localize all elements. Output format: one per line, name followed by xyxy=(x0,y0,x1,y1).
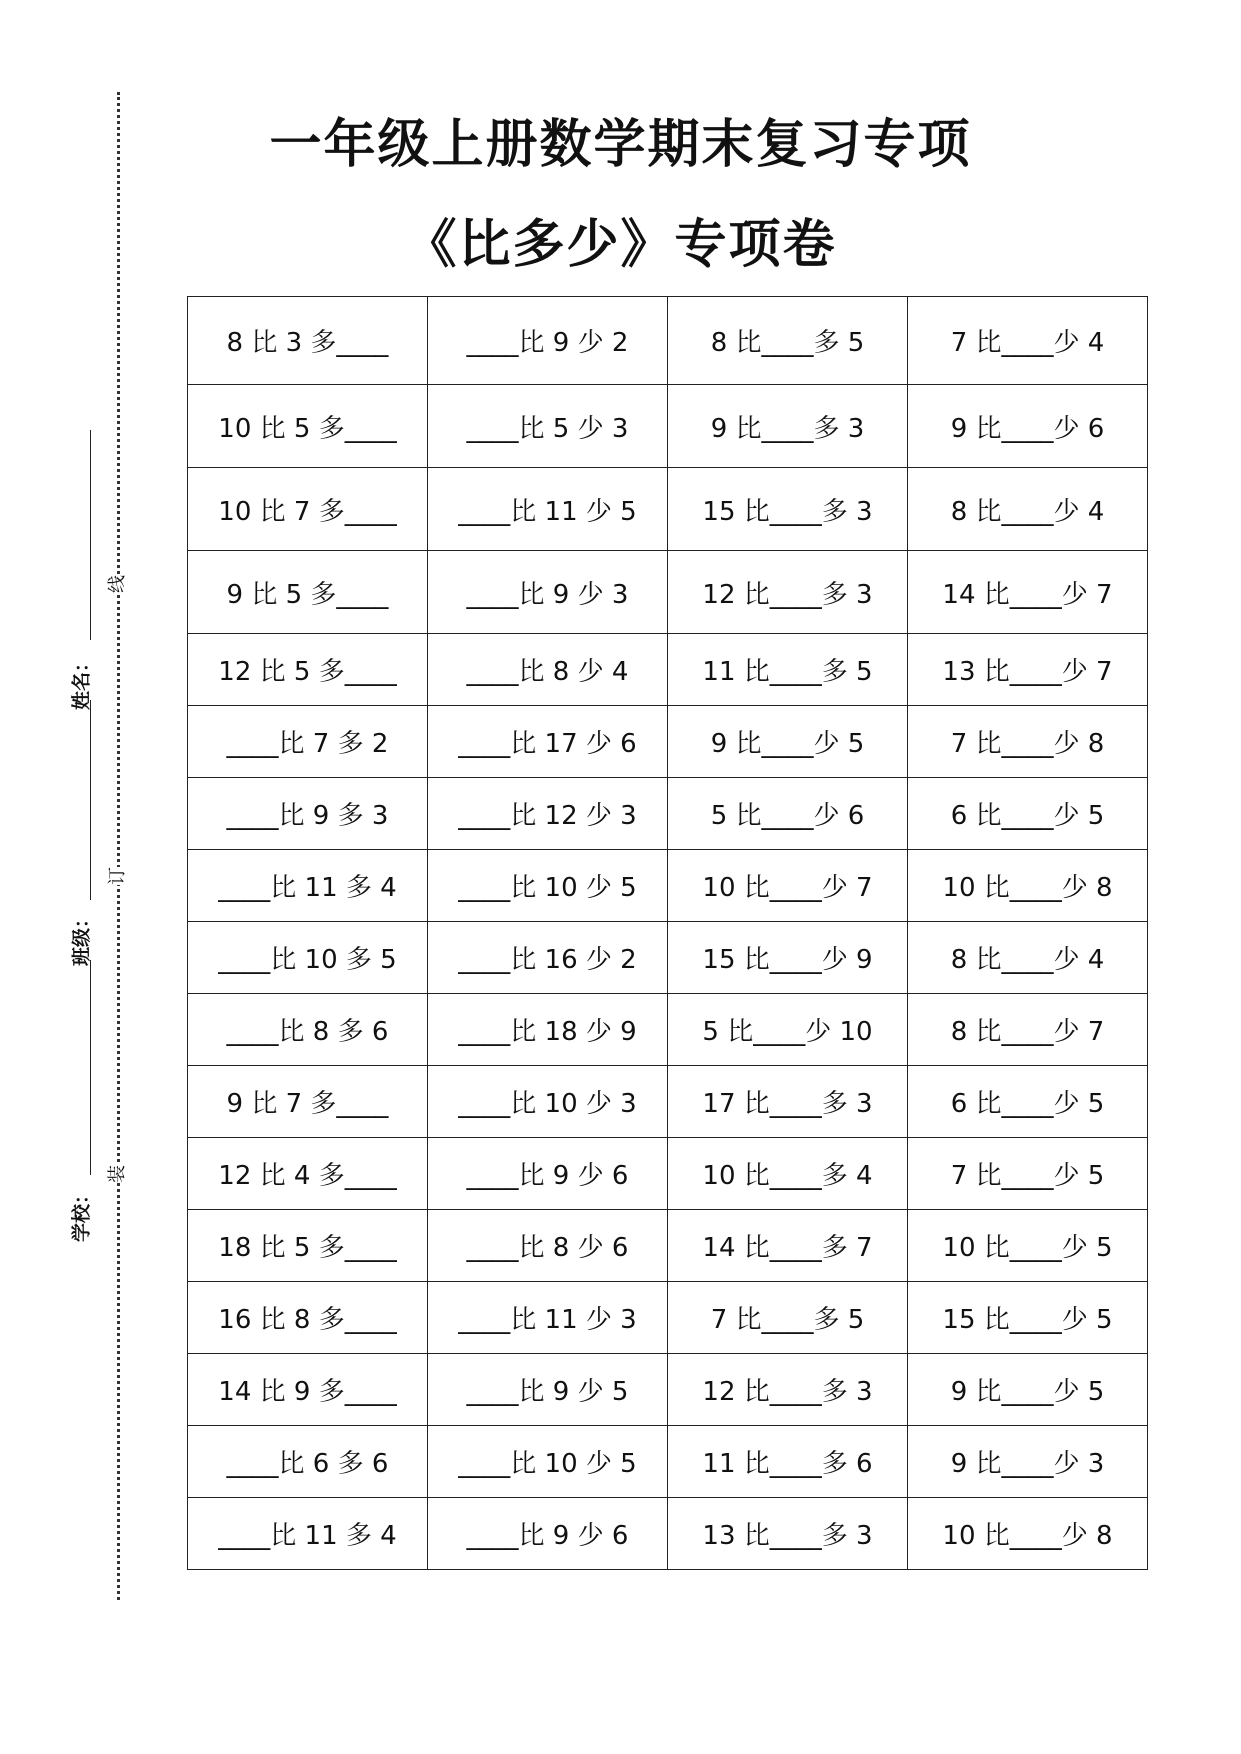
exercise-text: 12 比____多 3 xyxy=(702,1377,873,1407)
exercise-cell[interactable] xyxy=(668,1354,908,1426)
exercise-cell[interactable] xyxy=(188,922,428,994)
exercise-text: ____比 7 多 2 xyxy=(226,729,389,759)
exercise-cell[interactable] xyxy=(908,385,1148,468)
exercise-cell[interactable] xyxy=(668,468,908,551)
exercise-text: ____比 11 多 4 xyxy=(218,873,397,903)
exercise-text: 14 比____多 7 xyxy=(702,1233,873,1263)
exercise-text: 10 比 7 多____ xyxy=(218,496,397,527)
exercise-cell[interactable] xyxy=(428,551,668,634)
exercise-text: ____比 8 少 6 xyxy=(466,1233,629,1263)
exercise-text: 15 比____少 9 xyxy=(702,945,873,975)
exercise-cell[interactable] xyxy=(428,1498,668,1570)
binding-mark-xian: 线 xyxy=(107,575,128,593)
name-label: 姓名： xyxy=(70,653,93,711)
exercise-text: ____比 12 少 3 xyxy=(458,801,637,831)
exercise-cell[interactable] xyxy=(428,994,668,1066)
exercise-text: 7 比____少 8 xyxy=(950,729,1105,759)
exercise-text: ____比 10 少 5 xyxy=(458,1449,637,1479)
exercise-text: 8 比 3 多____ xyxy=(226,328,389,358)
table-row xyxy=(188,634,1148,706)
table-row xyxy=(188,1426,1148,1498)
exercise-text: 14 比 9 多____ xyxy=(218,1377,397,1407)
exercise-cell[interactable] xyxy=(668,706,908,778)
exercise-text: ____比 11 少 5 xyxy=(458,496,637,527)
exercise-text: ____比 9 少 3 xyxy=(466,579,629,610)
exercise-text: ____比 10 少 5 xyxy=(458,873,637,903)
table-row xyxy=(188,1498,1148,1570)
table-row xyxy=(188,778,1148,850)
exercise-text: 11 比____多 6 xyxy=(702,1449,873,1479)
exercise-cell[interactable] xyxy=(428,778,668,850)
exercise-text: 7 比____多 5 xyxy=(710,1305,865,1335)
exercise-cell[interactable] xyxy=(908,778,1148,850)
exercise-cell[interactable] xyxy=(188,1138,428,1210)
exercise-cell[interactable] xyxy=(428,385,668,468)
table-row xyxy=(188,297,1148,385)
exercise-cell[interactable] xyxy=(668,1210,908,1282)
exercise-cell[interactable] xyxy=(668,297,908,385)
exercise-text: ____比 17 少 6 xyxy=(458,729,637,759)
exercise-text: 9 比____少 3 xyxy=(950,1449,1105,1479)
exercise-text: 8 比____少 7 xyxy=(950,1017,1105,1047)
exercise-text: 14 比____少 7 xyxy=(942,579,1113,610)
exercise-cell[interactable] xyxy=(668,634,908,706)
exercise-text: 13 比____多 3 xyxy=(702,1521,873,1551)
page-title: 一年级上册数学期末复习专项 xyxy=(269,114,972,175)
exercise-cell[interactable] xyxy=(188,297,428,385)
exercise-cell[interactable] xyxy=(428,1066,668,1138)
table-row xyxy=(188,551,1148,634)
exercise-cell[interactable] xyxy=(188,1426,428,1498)
exercise-text: 9 比____少 5 xyxy=(710,729,865,759)
exercise-cell[interactable] xyxy=(668,778,908,850)
exercise-cell[interactable] xyxy=(428,1210,668,1282)
table-row xyxy=(188,385,1148,468)
exercise-cell[interactable] xyxy=(668,385,908,468)
exercise-cell[interactable] xyxy=(908,994,1148,1066)
exercise-text: 7 比____少 5 xyxy=(950,1161,1105,1191)
exercise-cell[interactable] xyxy=(188,468,428,551)
exercise-text: ____比 9 少 5 xyxy=(466,1377,629,1407)
exercise-text: ____比 9 多 3 xyxy=(226,801,389,831)
exercise-cell[interactable] xyxy=(428,1138,668,1210)
exercise-text: ____比 5 少 3 xyxy=(466,413,629,444)
exercise-text: 10 比____少 7 xyxy=(702,873,873,903)
exercise-cell[interactable] xyxy=(908,1210,1148,1282)
exercise-text: ____比 8 少 4 xyxy=(466,657,629,687)
table-row xyxy=(188,1138,1148,1210)
exercise-cell[interactable] xyxy=(908,297,1148,385)
binding-mark-ding: 订 xyxy=(107,867,128,885)
exercise-text: 5 比____少 6 xyxy=(710,801,865,831)
exercise-text: ____比 9 少 6 xyxy=(466,1521,629,1551)
exercise-text: 10 比____少 8 xyxy=(942,1521,1113,1551)
exercise-cell[interactable] xyxy=(908,468,1148,551)
exercise-text: 17 比____多 3 xyxy=(702,1089,873,1119)
exercise-cell[interactable] xyxy=(668,1066,908,1138)
table-row xyxy=(188,850,1148,922)
exercise-cell[interactable] xyxy=(428,1282,668,1354)
exercise-cell[interactable] xyxy=(428,1426,668,1498)
exercise-text: 10 比 5 多____ xyxy=(218,413,397,444)
exercise-table xyxy=(187,296,1148,1570)
exercise-cell[interactable] xyxy=(428,1354,668,1426)
exercise-table-body xyxy=(188,297,1148,1570)
exercise-text: 12 比____多 3 xyxy=(702,579,873,610)
exercise-cell[interactable] xyxy=(908,551,1148,634)
exercise-cell[interactable] xyxy=(428,297,668,385)
exercise-text: 12 比 4 多____ xyxy=(218,1161,397,1191)
exercise-cell[interactable] xyxy=(908,850,1148,922)
exercise-text: ____比 6 多 6 xyxy=(226,1449,389,1479)
school-label: 学校： xyxy=(70,1185,93,1243)
exercise-cell[interactable] xyxy=(188,778,428,850)
exercise-text: 6 比____少 5 xyxy=(950,1089,1105,1119)
exercise-text: 9 比 7 多____ xyxy=(226,1089,389,1119)
table-row xyxy=(188,706,1148,778)
exercise-text: ____比 9 少 2 xyxy=(466,328,629,358)
exercise-text: 10 比____少 5 xyxy=(942,1233,1113,1263)
exercise-text: ____比 9 少 6 xyxy=(466,1161,629,1191)
exercise-cell[interactable] xyxy=(188,850,428,922)
exercise-cell[interactable] xyxy=(428,634,668,706)
exercise-cell[interactable] xyxy=(428,468,668,551)
table-row xyxy=(188,1354,1148,1426)
exercise-cell[interactable] xyxy=(188,994,428,1066)
table-row xyxy=(188,1066,1148,1138)
exercise-cell[interactable] xyxy=(908,1282,1148,1354)
exercise-cell[interactable] xyxy=(188,1498,428,1570)
exercise-cell[interactable] xyxy=(428,922,668,994)
exercise-text: ____比 18 少 9 xyxy=(458,1017,637,1047)
exercise-cell[interactable] xyxy=(188,1066,428,1138)
exercise-cell[interactable] xyxy=(668,850,908,922)
exercise-cell[interactable] xyxy=(908,1354,1148,1426)
exercise-text: 15 比____少 5 xyxy=(942,1305,1113,1335)
name-fill-line[interactable] xyxy=(90,430,91,640)
exercise-text: ____比 11 多 4 xyxy=(218,1521,397,1551)
exercise-cell[interactable] xyxy=(188,551,428,634)
school-fill-line[interactable] xyxy=(90,960,91,1175)
exercise-cell[interactable] xyxy=(908,922,1148,994)
exercise-cell[interactable] xyxy=(428,850,668,922)
exercise-text: 15 比____多 3 xyxy=(702,496,873,527)
exercise-cell[interactable] xyxy=(908,634,1148,706)
exercise-cell[interactable] xyxy=(668,922,908,994)
exercise-cell[interactable] xyxy=(908,706,1148,778)
binding-mark-zhuang: 装 xyxy=(107,1165,128,1183)
exercise-text: ____比 11 少 3 xyxy=(458,1305,637,1335)
exercise-cell[interactable] xyxy=(668,1138,908,1210)
exercise-text: 6 比____少 5 xyxy=(950,801,1105,831)
exercise-cell[interactable] xyxy=(908,1138,1148,1210)
exercise-cell[interactable] xyxy=(908,1498,1148,1570)
class-fill-line[interactable] xyxy=(90,700,91,900)
table-row xyxy=(188,1210,1148,1282)
exercise-text: ____比 16 少 2 xyxy=(458,945,637,975)
page-subtitle: 《比多少》专项卷 xyxy=(404,214,837,275)
exercise-cell[interactable] xyxy=(668,1498,908,1570)
exercise-text: 5 比____少 10 xyxy=(702,1017,873,1047)
exercise-text: ____比 10 少 3 xyxy=(458,1089,637,1119)
exercise-text: 11 比____多 5 xyxy=(702,657,873,687)
exercise-text: 16 比 8 多____ xyxy=(218,1305,397,1335)
binding-dotted-line xyxy=(117,92,120,1600)
exercise-text: 9 比____少 6 xyxy=(950,413,1105,444)
exercise-cell[interactable] xyxy=(908,1426,1148,1498)
exercise-cell[interactable] xyxy=(188,385,428,468)
exercise-text: 12 比 5 多____ xyxy=(218,657,397,687)
exercise-cell[interactable] xyxy=(188,1282,428,1354)
exercise-cell[interactable] xyxy=(668,551,908,634)
exercise-text: 9 比 5 多____ xyxy=(226,579,389,610)
exercise-cell[interactable] xyxy=(668,1282,908,1354)
exercise-cell[interactable] xyxy=(188,1354,428,1426)
table-row xyxy=(188,468,1148,551)
exercise-cell[interactable] xyxy=(668,1426,908,1498)
exercise-text: 18 比 5 多____ xyxy=(218,1233,397,1263)
exercise-text: 9 比____少 5 xyxy=(950,1377,1105,1407)
exercise-cell[interactable] xyxy=(428,706,668,778)
exercise-text: ____比 10 多 5 xyxy=(218,945,397,975)
table-row xyxy=(188,994,1148,1066)
exercise-cell[interactable] xyxy=(188,634,428,706)
exercise-text: 10 比____多 4 xyxy=(702,1161,873,1191)
table-row xyxy=(188,1282,1148,1354)
exercise-cell[interactable] xyxy=(908,1066,1148,1138)
exercise-cell[interactable] xyxy=(188,1210,428,1282)
exercise-text: 9 比____多 3 xyxy=(710,413,865,444)
exercise-text: 7 比____少 4 xyxy=(950,328,1105,358)
exercise-text: 13 比____少 7 xyxy=(942,657,1113,687)
table-row xyxy=(188,922,1148,994)
exercise-text: ____比 8 多 6 xyxy=(226,1017,389,1047)
class-label: 班级： xyxy=(70,909,93,967)
exercise-cell[interactable] xyxy=(668,994,908,1066)
exercise-cell[interactable] xyxy=(188,706,428,778)
exercise-text: 8 比____少 4 xyxy=(950,496,1105,527)
exercise-text: 10 比____少 8 xyxy=(942,873,1113,903)
exercise-text: 8 比____多 5 xyxy=(710,328,865,358)
exercise-text: 8 比____少 4 xyxy=(950,945,1105,975)
